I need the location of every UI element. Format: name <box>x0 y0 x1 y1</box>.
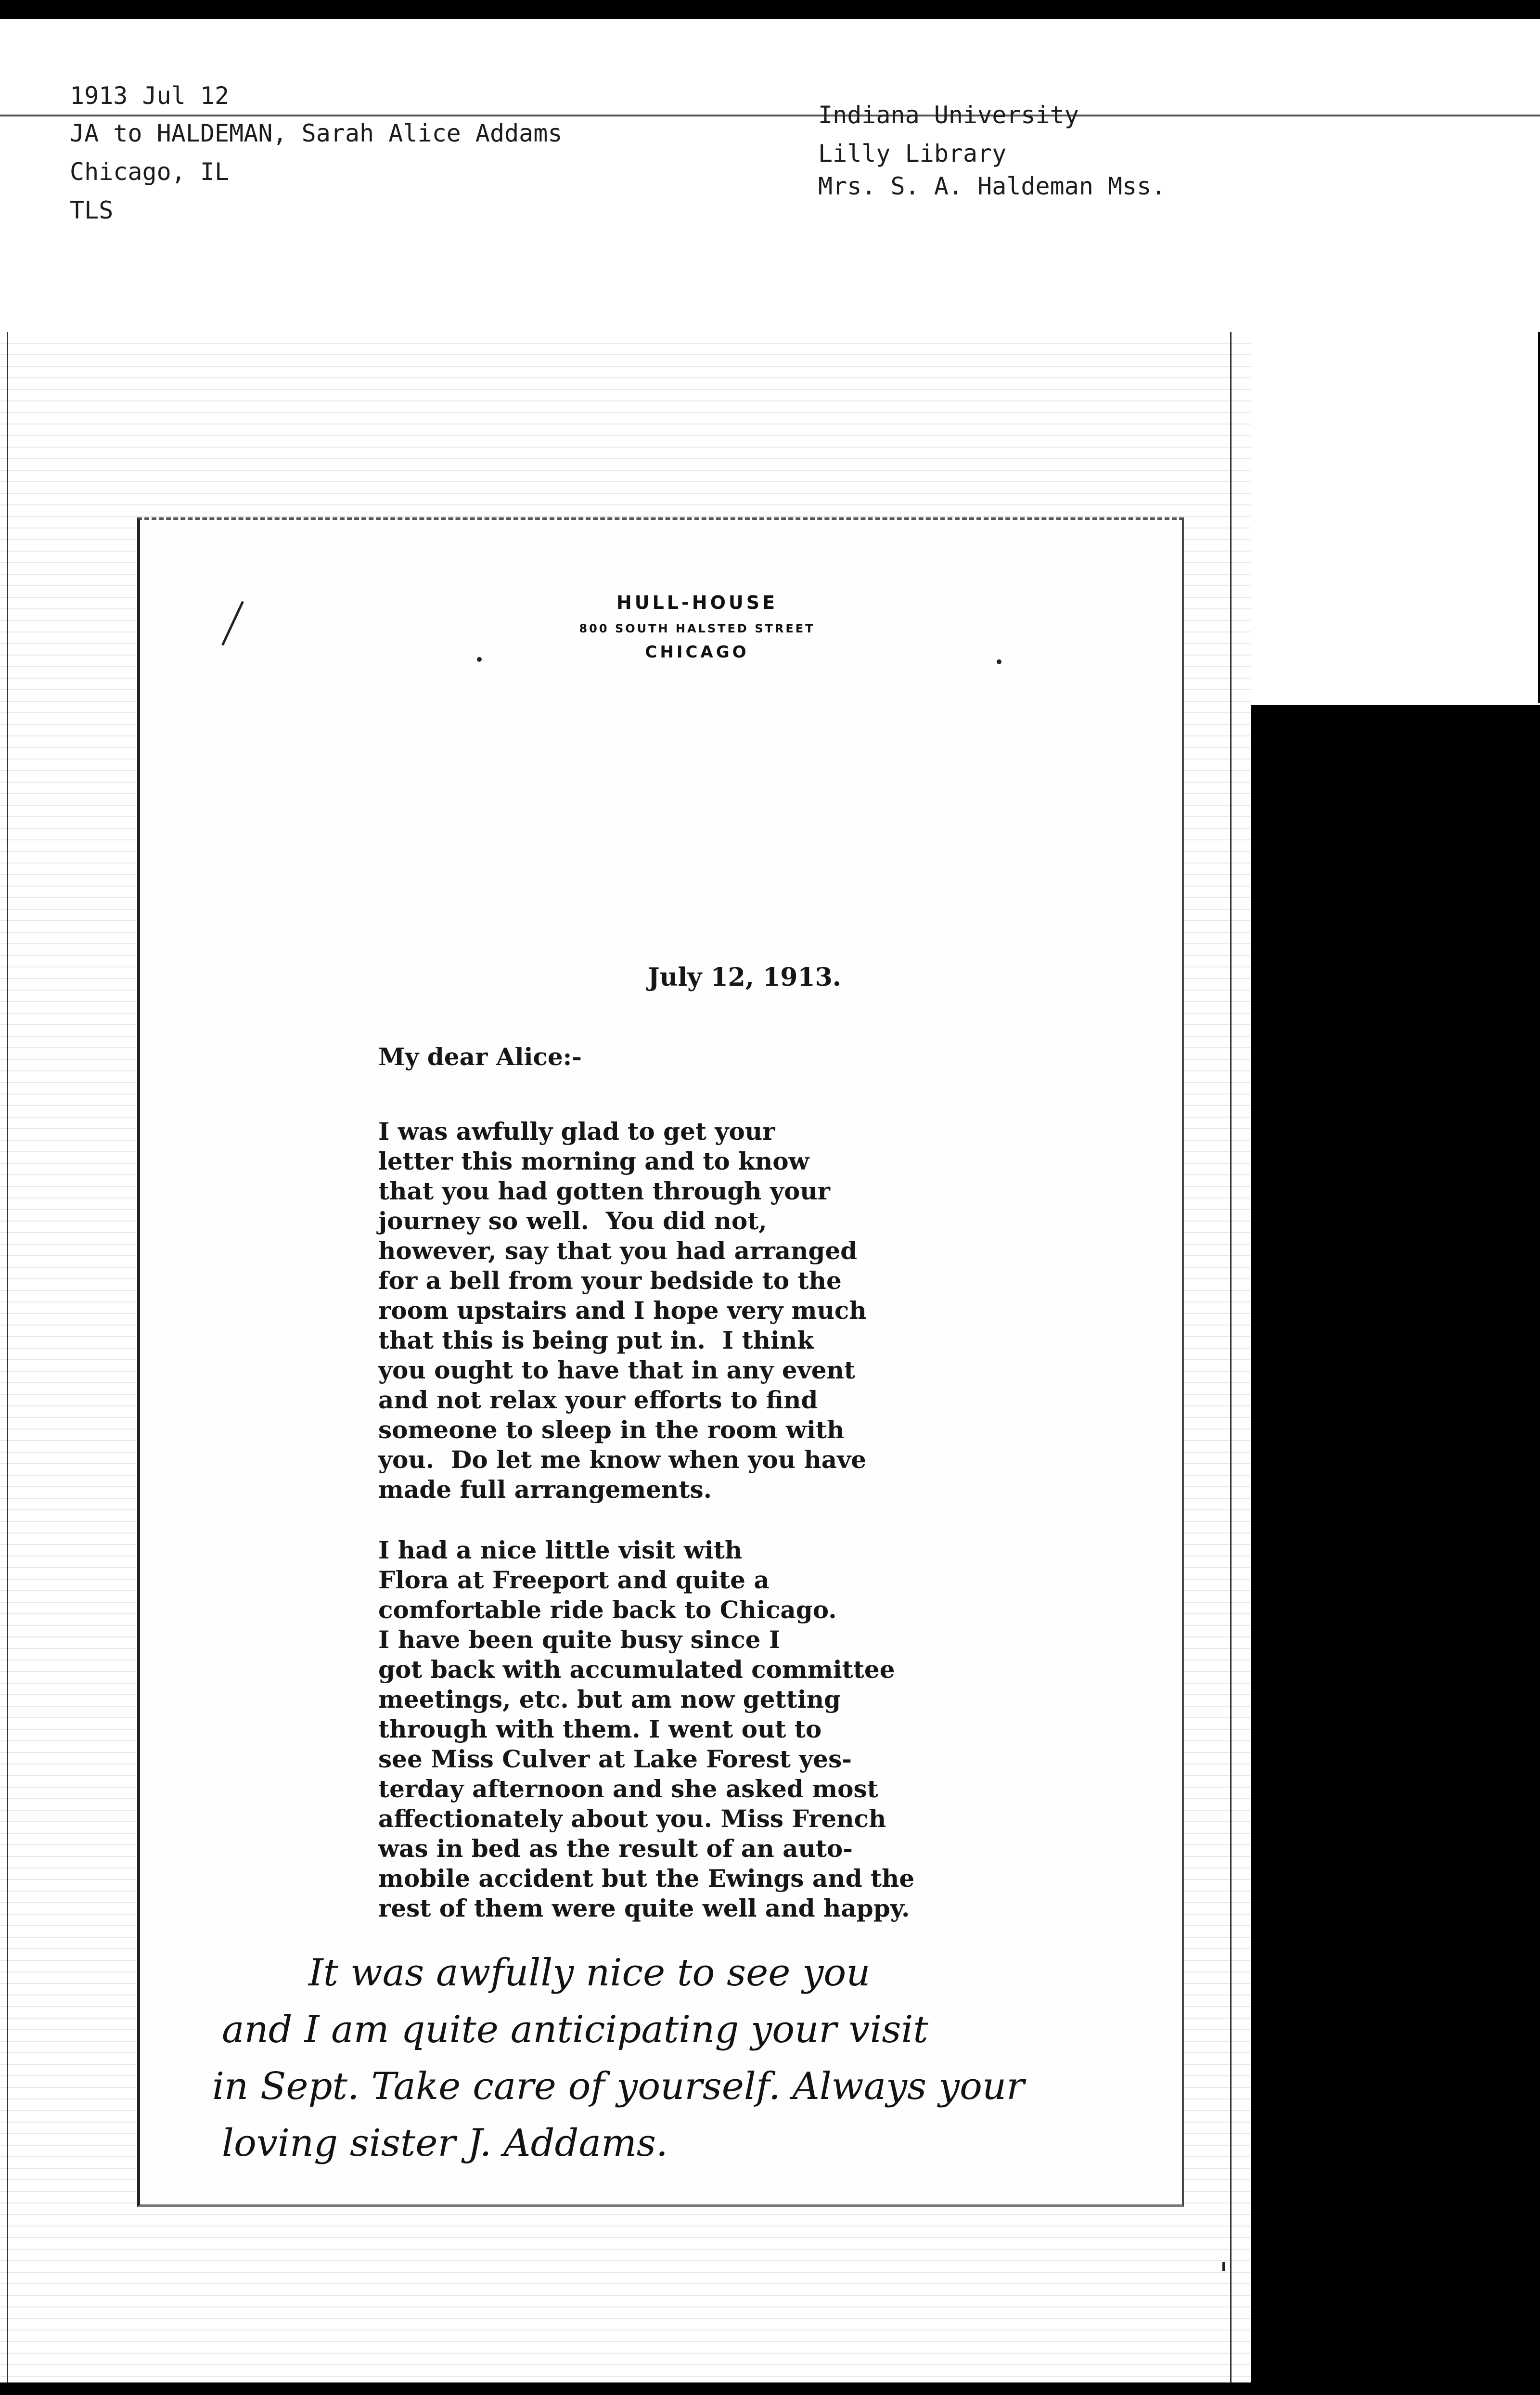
ink-mark <box>1222 2262 1225 2271</box>
letterhead-city: CHICAGO <box>645 643 749 662</box>
left-margin-line <box>7 332 8 2382</box>
black-scan-region <box>1251 705 1540 2395</box>
scan-top-border <box>0 0 1540 19</box>
letter-paragraph-1: I was awfully glad to get your letter this morning and to know that you had gotten through your journey so well. You did not, however, say that you had arranged for a bell from your bedside to the room upstairs and I hope very much that this is being put in. I think you ought to have that in any event and not relax your efforts to find someone to sleep in the room with you. Do let me know when you have made full arrangements. <box>378 1117 867 1504</box>
catalog-place: Chicago, IL <box>70 158 230 186</box>
postscript-line: in Sept. Take care of yourself. Always your <box>212 2065 1025 2108</box>
catalog-format: TLS <box>70 196 114 224</box>
scan-bottom-border <box>0 2382 1540 2395</box>
postscript-line: It was awfully nice to see you <box>308 1951 871 1995</box>
letter-paragraph-2: I had a nice little visit with Flora at Freeport and quite a comfortable ride back to Chicago. I have been quite busy since I got back with accumulated committee meetings, etc. but am now getting through with them. I went out to see Miss Culver at Lake Forest yes- terday afternoon and she asked most affectionately about you. Miss French was in bed as the result of an auto- mobile accident but the Ewings and the rest of them were quite well and happy. <box>378 1536 915 1922</box>
letter-date: July 12, 1913. <box>648 963 841 992</box>
letter-salutation: My dear Alice:- <box>378 1043 582 1071</box>
letter-sheet <box>137 517 1184 2207</box>
postscript-signature: loving sister J. Addams. <box>222 2122 668 2165</box>
handwritten-postscript <box>183 1944 1025 2172</box>
postscript-line: and I am quite anticipating your visit <box>222 2008 928 2051</box>
catalog-date: 1913 Jul 12 <box>70 82 230 110</box>
letterhead-name: HULL-HOUSE <box>616 592 778 613</box>
catalog-strike-line <box>0 115 1540 116</box>
catalog-correspondents: JA to HALDEMAN, Sarah Alice Addams <box>70 119 563 147</box>
catalog-institution: Indiana University <box>818 101 1079 129</box>
letterhead-street: 800 SOUTH HALSTED STREET <box>579 622 815 635</box>
catalog-collection: Mrs. S. A. Haldeman Mss. <box>818 172 1166 200</box>
right-margin-line <box>1230 332 1232 2382</box>
catalog-card-header <box>0 19 1540 332</box>
catalog-library: Lilly Library <box>818 140 1007 167</box>
